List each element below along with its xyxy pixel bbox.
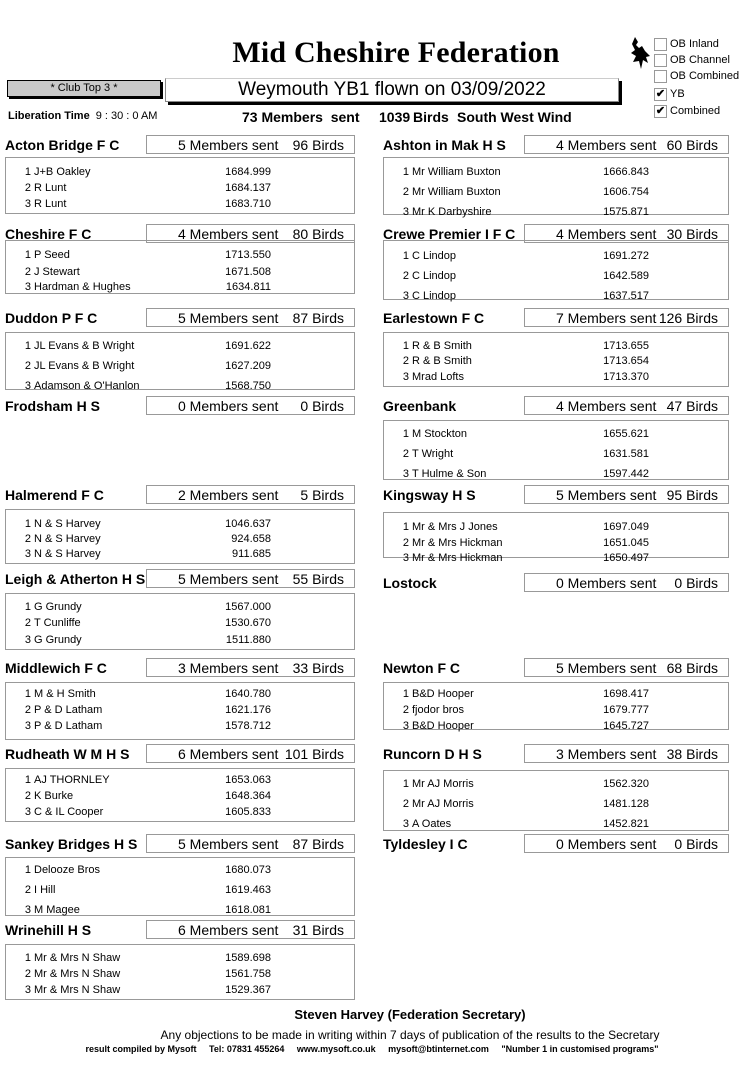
result-position: 2 — [402, 704, 409, 716]
result-position: 2 — [24, 884, 31, 896]
velocity-value: 1452.821 — [603, 818, 649, 830]
velocity-value: 1680.073 — [225, 864, 271, 876]
members-sent: 0 Members sent — [178, 398, 279, 414]
fancier-name: Mr William Buxton — [412, 186, 501, 198]
fancier-name: B&D Hooper — [412, 688, 474, 700]
category-checkbox[interactable] — [654, 88, 747, 104]
fancier-name: R & B Smith — [412, 340, 472, 352]
club-name: Kingsway H S — [383, 487, 476, 503]
federation-secretary: Steven Harvey (Federation Secretary) — [294, 1007, 526, 1022]
club-name: Leigh & Atherton H S — [5, 571, 146, 587]
checkmark-icon[interactable]: ✔ — [655, 105, 666, 117]
club-name: Wrinehill H S — [5, 922, 92, 938]
fancier-name: Mr AJ Morris — [412, 798, 474, 810]
result-position: 1 — [402, 688, 409, 700]
members-sent: 7 Members sent — [556, 310, 657, 326]
page-title: Mid Cheshire Federation — [232, 36, 560, 69]
velocity-value: 911.685 — [232, 548, 271, 560]
compiled-by-note: result compiled by Mysoft Tel: 07831 455264 www.mysoft.co.uk mysoft@btinternet.com "Number 1 in customised programs" — [85, 1044, 659, 1054]
club-sent-box — [146, 658, 355, 677]
club-name: Earlestown F C — [383, 310, 485, 326]
liberation-time — [8, 110, 157, 122]
result-position: 3 — [24, 904, 31, 916]
fancier-name: C Lindop — [412, 250, 457, 262]
birds-sent: 96 Birds — [292, 137, 344, 153]
result-position: 1 — [402, 428, 409, 440]
fancier-name: C & IL Cooper — [34, 806, 104, 818]
velocity-value: 1562.320 — [603, 778, 649, 790]
velocity-value: 1618.081 — [225, 904, 271, 916]
club-name: Crewe Premier I F C — [383, 226, 516, 242]
club-name: Rudheath W M H S — [5, 746, 130, 762]
birds-sent: 126 Birds — [658, 310, 718, 326]
club-name: Newton F C — [383, 660, 460, 676]
birds-sent: 0 Birds — [300, 398, 344, 414]
result-position: 2 — [24, 266, 31, 278]
velocity-value: 924.658 — [231, 533, 271, 545]
club-sent-box — [146, 396, 355, 415]
fancier-name: N & S Harvey — [34, 533, 101, 545]
birds-sent: 0 Birds — [674, 836, 718, 852]
fancier-name: Delooze Bros — [34, 864, 101, 876]
club-sent-box — [146, 485, 355, 504]
result-position: 1 — [402, 340, 409, 352]
objections-note: Any objections to be made in writing within 7 days of publication of the results to the Secretary — [160, 1028, 660, 1042]
members-sent: 3 Members sent — [556, 746, 657, 762]
velocity-value: 1640.780 — [225, 688, 271, 700]
fancier-name: G Grundy — [34, 601, 82, 613]
result-position: 2 — [402, 448, 409, 460]
members-sent: 6 Members sent — [178, 922, 279, 938]
members-sent: 5 Members sent — [178, 836, 279, 852]
birds-sent: 0 Birds — [674, 575, 718, 591]
fancier-name: M Magee — [34, 904, 80, 916]
category-label: OB Combined — [670, 70, 740, 82]
checkbox-icon[interactable] — [654, 70, 667, 83]
category-label: OB Inland — [670, 38, 719, 50]
velocity-value: 1691.272 — [603, 250, 649, 262]
club-name: Sankey Bridges H S — [5, 836, 138, 852]
result-position: 3 — [24, 806, 31, 818]
result-position: 1 — [402, 521, 409, 533]
fancier-name: K Burke — [34, 790, 74, 802]
velocity-value: 1645.727 — [603, 720, 649, 732]
result-position: 3 — [402, 818, 409, 830]
result-position: 3 — [402, 468, 409, 480]
velocity-value: 1683.710 — [225, 198, 271, 210]
velocity-value: 1575.871 — [603, 206, 649, 218]
club-sent-box — [146, 308, 355, 327]
fancier-name: R Lunt — [34, 198, 67, 210]
category-label: OB Channel — [670, 54, 730, 66]
fancier-name: Mr & Mrs N Shaw — [34, 952, 121, 964]
club-name: Duddon P F C — [5, 310, 98, 326]
birds-sent: 60 Birds — [666, 137, 718, 153]
category-checkbox[interactable] — [654, 38, 747, 54]
club-sent-box — [524, 658, 729, 677]
velocity-value: 1621.176 — [225, 704, 271, 716]
velocity-value: 1679.777 — [603, 704, 649, 716]
result-position: 3 — [402, 720, 409, 732]
birds-label-summary: Birds — [413, 109, 449, 125]
velocity-value: 1597.442 — [603, 468, 649, 480]
members-sent: 4 Members sent — [556, 226, 657, 242]
category-checkbox[interactable] — [654, 54, 747, 70]
fancier-name: N & S Harvey — [34, 518, 101, 530]
birds-sent: 95 Birds — [666, 487, 718, 503]
category-label: Combined — [670, 105, 721, 117]
velocity-value: 1578.712 — [225, 720, 271, 732]
members-sent: 4 Members sent — [556, 398, 657, 414]
velocity-value: 1642.589 — [603, 270, 649, 282]
fancier-name: T Hulme & Son — [412, 468, 487, 480]
club-name: Acton Bridge F C — [5, 137, 120, 153]
result-position: 2 — [24, 360, 31, 372]
result-position: 3 — [24, 548, 31, 560]
fancier-name: R & B Smith — [412, 355, 472, 367]
fancier-name: AJ THORNLEY — [34, 774, 110, 786]
result-position: 2 — [24, 704, 31, 716]
birds-sent: 38 Birds — [666, 746, 718, 762]
club-name: Greenbank — [383, 398, 457, 414]
fancier-name: P & D Latham — [34, 720, 103, 732]
members-sent: 5 Members sent — [178, 137, 279, 153]
fancier-name: J+B Oakley — [34, 166, 91, 178]
members-sent: 5 Members sent — [556, 660, 657, 676]
club-sent-box — [146, 920, 355, 939]
result-position: 1 — [24, 688, 31, 700]
velocity-value: 1529.367 — [225, 984, 271, 996]
birds-sent: 80 Birds — [292, 226, 344, 242]
velocity-value: 1713.370 — [603, 371, 649, 383]
category-checkbox[interactable] — [654, 105, 747, 121]
fancier-name: G Grundy — [34, 634, 82, 646]
club-sent-box — [524, 744, 729, 763]
club-sent-box — [524, 135, 729, 154]
velocity-value: 1606.754 — [603, 186, 649, 198]
velocity-value: 1691.622 — [225, 340, 271, 352]
birds-sent: 30 Birds — [666, 226, 718, 242]
velocity-value: 1568.750 — [225, 380, 271, 392]
club-sent-box — [524, 573, 729, 592]
result-position: 3 — [402, 552, 409, 564]
club-top-3-badge: * Club Top 3 * — [7, 80, 161, 97]
birds-sent: 101 Birds — [284, 746, 344, 762]
velocity-value: 1698.417 — [603, 688, 649, 700]
result-position: 1 — [402, 250, 409, 262]
category-label: YB — [670, 88, 685, 100]
velocity-value: 1046.637 — [225, 518, 271, 530]
result-position: 1 — [24, 340, 31, 352]
result-position: 2 — [24, 790, 31, 802]
fancier-name: P Seed — [34, 249, 70, 261]
fancier-name: Mr & Mrs J Jones — [412, 521, 498, 533]
result-position: 2 — [24, 968, 31, 980]
fancier-name: C Lindop — [412, 270, 457, 282]
result-position: 3 — [24, 984, 31, 996]
result-position: 1 — [24, 166, 31, 178]
result-position: 1 — [24, 601, 31, 613]
club-sent-box — [524, 485, 729, 504]
result-position: 2 — [24, 182, 31, 194]
members-sent-summary: 73 Members sent — [242, 109, 360, 125]
birds-sent: 87 Birds — [292, 836, 344, 852]
birds-sent: 33 Birds — [292, 660, 344, 676]
club-sent-box — [146, 569, 355, 588]
members-sent: 5 Members sent — [178, 571, 279, 587]
fancier-name: M & H Smith — [34, 688, 96, 700]
fancier-name: Mr K Darbyshire — [412, 206, 492, 218]
members-sent: 2 Members sent — [178, 487, 279, 503]
fancier-name: I Hill — [34, 884, 56, 896]
result-position: 3 — [24, 720, 31, 732]
club-name: Ashton in Mak H S — [383, 137, 506, 153]
checkbox-icon[interactable] — [654, 54, 667, 67]
club-name: Lostock — [383, 575, 437, 591]
birds-sent: 55 Birds — [292, 571, 344, 587]
velocity-value: 1713.655 — [603, 340, 649, 352]
liberation-label: Liberation Time — [8, 110, 90, 122]
fancier-name: R Lunt — [34, 182, 67, 194]
members-sent: 0 Members sent — [556, 575, 657, 591]
club-name: Frodsham H S — [5, 398, 100, 414]
pigeon-logo-icon — [629, 36, 651, 70]
fancier-name: JL Evans & B Wright — [34, 360, 135, 372]
category-checkbox[interactable] — [654, 70, 747, 86]
members-sent: 5 Members sent — [178, 310, 279, 326]
fancier-name: N & S Harvey — [34, 548, 101, 560]
fancier-name: JL Evans & B Wright — [34, 340, 135, 352]
result-position: 1 — [24, 864, 31, 876]
velocity-value: 1651.045 — [603, 537, 649, 549]
result-position: 2 — [402, 537, 409, 549]
velocity-value: 1666.843 — [603, 166, 649, 178]
result-position: 3 — [24, 634, 31, 646]
club-sent-box — [524, 308, 729, 327]
result-position: 2 — [402, 186, 409, 198]
result-position: 3 — [24, 380, 31, 392]
fancier-name: Mr & Mrs N Shaw — [34, 968, 121, 980]
fancier-name: Mr William Buxton — [412, 166, 501, 178]
velocity-value: 1567.000 — [225, 601, 271, 613]
birds-sent: 31 Birds — [292, 922, 344, 938]
velocity-value: 1627.209 — [225, 360, 271, 372]
result-position: 2 — [402, 355, 409, 367]
velocity-value: 1481.128 — [603, 798, 649, 810]
fancier-name: Mr AJ Morris — [412, 778, 474, 790]
fancier-name: B&D Hooper — [412, 720, 474, 732]
result-position: 1 — [402, 778, 409, 790]
velocity-value: 1619.463 — [225, 884, 271, 896]
birds-sent: 47 Birds — [666, 398, 718, 414]
fancier-name: C Lindop — [412, 290, 457, 302]
result-position: 2 — [24, 533, 31, 545]
result-position: 3 — [402, 371, 409, 383]
members-sent: 0 Members sent — [556, 836, 657, 852]
birds-count-summary: 1039 — [379, 109, 411, 125]
velocity-value: 1511.880 — [225, 634, 271, 646]
wind-summary: South West Wind — [457, 109, 572, 125]
result-position: 2 — [402, 798, 409, 810]
club-name: Middlewich F C — [5, 660, 107, 676]
velocity-value: 1589.698 — [225, 952, 271, 964]
velocity-value: 1631.581 — [603, 448, 649, 460]
fancier-name: Mr & Mrs Hickman — [412, 537, 503, 549]
result-position: 3 — [402, 290, 409, 302]
result-position: 1 — [24, 249, 31, 261]
members-sent: 6 Members sent — [178, 746, 279, 762]
members-sent: 5 Members sent — [556, 487, 657, 503]
velocity-value: 1655.621 — [603, 428, 649, 440]
club-sent-box — [146, 744, 355, 763]
fancier-name: T Wright — [412, 448, 454, 460]
members-sent: 3 Members sent — [178, 660, 279, 676]
checkmark-icon[interactable]: ✔ — [655, 88, 666, 100]
velocity-value: 1634.811 — [225, 281, 271, 293]
velocity-value: 1713.654 — [603, 355, 649, 367]
velocity-value: 1713.550 — [225, 249, 271, 261]
velocity-value: 1650.497 — [603, 552, 649, 564]
race-title: Weymouth YB1 flown on 03/09/2022 — [165, 78, 619, 102]
result-position: 3 — [24, 281, 31, 293]
club-name: Halmerend F C — [5, 487, 104, 503]
result-position: 1 — [24, 774, 31, 786]
club-sent-box — [524, 396, 729, 415]
liberation-value: 9 : 30 : 0 AM — [95, 110, 158, 122]
velocity-value: 1605.833 — [225, 806, 271, 818]
checkbox-icon[interactable] — [654, 38, 667, 51]
members-sent: 4 Members sent — [556, 137, 657, 153]
birds-sent: 5 Birds — [300, 487, 344, 503]
velocity-value: 1671.508 — [225, 266, 271, 278]
velocity-value: 1648.364 — [225, 790, 271, 802]
velocity-value: 1684.137 — [225, 182, 271, 194]
fancier-name: Mr & Mrs Hickman — [412, 552, 503, 564]
club-name: Cheshire F C — [5, 226, 92, 242]
club-name: Tyldesley I C — [383, 836, 468, 852]
fancier-name: Hardman & Hughes — [34, 281, 131, 293]
result-position: 2 — [24, 617, 31, 629]
fancier-name: P & D Latham — [34, 704, 103, 716]
result-position: 1 — [24, 952, 31, 964]
birds-sent: 68 Birds — [666, 660, 718, 676]
fancier-name: M Stockton — [412, 428, 468, 440]
club-sent-box — [146, 834, 355, 853]
club-sent-box — [146, 135, 355, 154]
result-position: 1 — [24, 518, 31, 530]
fancier-name: Mrad Lofts — [412, 371, 464, 383]
fancier-name: Mr & Mrs N Shaw — [34, 984, 121, 996]
velocity-value: 1530.670 — [225, 617, 271, 629]
velocity-value: 1653.063 — [225, 774, 271, 786]
fancier-name: A Oates — [412, 818, 452, 830]
velocity-value: 1637.517 — [603, 290, 649, 302]
result-position: 1 — [402, 166, 409, 178]
members-sent: 4 Members sent — [178, 226, 279, 242]
result-position: 3 — [402, 206, 409, 218]
result-position: 3 — [24, 198, 31, 210]
fancier-name: J Stewart — [34, 266, 80, 278]
result-position: 2 — [402, 270, 409, 282]
club-name: Runcorn D H S — [383, 746, 482, 762]
velocity-value: 1561.758 — [225, 968, 271, 980]
velocity-value: 1697.049 — [603, 521, 649, 533]
fancier-name: T Cunliffe — [34, 617, 81, 629]
birds-sent: 87 Birds — [292, 310, 344, 326]
fancier-name: Adamson & O'Hanlon — [34, 380, 140, 392]
velocity-value: 1684.999 — [225, 166, 271, 178]
club-sent-box — [524, 834, 729, 853]
fancier-name: fjodor bros — [412, 704, 464, 716]
